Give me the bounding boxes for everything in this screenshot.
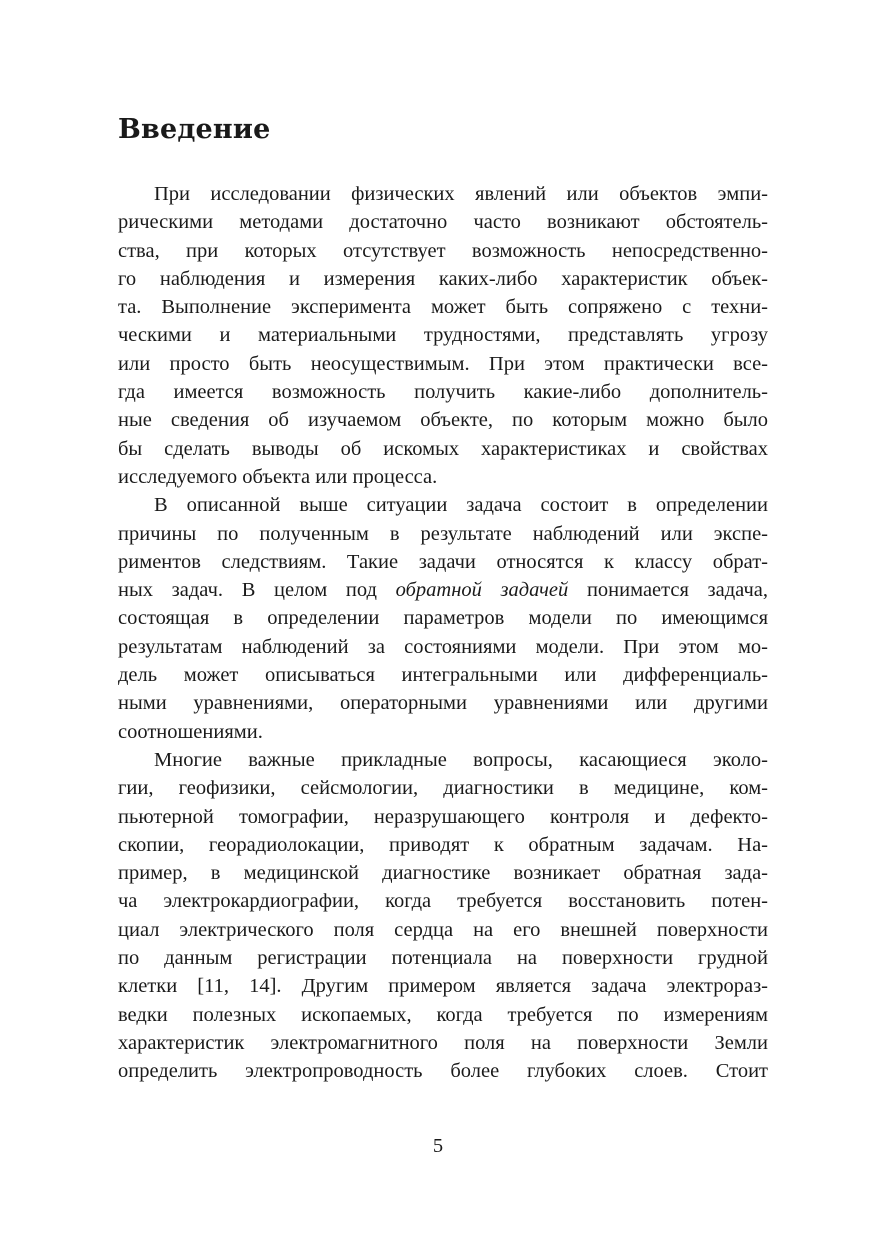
text-line: дель может описываться интегральными или дифференциаль- — [118, 664, 768, 687]
text-line: пример, в медицинской диагностике возникает обратная зада- — [118, 862, 768, 885]
text-line: характеристик электромагнитного поля на поверхности Земли — [118, 1031, 768, 1054]
text-line: клетки [11, 14]. Другим примером является задача электрораз- — [118, 975, 768, 998]
paragraph-2 — [118, 491, 768, 746]
text-line: ства, при которых отсутствует возможность непосредственно- — [118, 239, 768, 262]
section-heading: Введение — [118, 114, 271, 145]
text-line: го наблюдения и измерения каких-либо характеристик объек- — [118, 267, 768, 290]
text-line: пьютерной томографии, неразрушающего контроля и дефекто- — [118, 805, 768, 828]
text-line-with-emphasis — [118, 576, 768, 604]
text-line: В описанной выше ситуации задача состоит в определении — [154, 494, 768, 517]
text-line: циал электрического поля сердца на его внешней поверхности — [118, 918, 768, 941]
text-fragment: понимается задача, — [568, 579, 768, 602]
text-line: При исследовании физических явлений или объектов эмпи- — [154, 183, 768, 205]
text-line: скопии, георадиолокации, приводят к обратным задачам. На- — [118, 833, 768, 856]
text-line: ча электрокардиографии, когда требуется восстановить потен- — [118, 890, 768, 913]
text-line: гда имеется возможность получить какие-либо дополнитель- — [118, 381, 768, 404]
text-line: ведки полезных ископаемых, когда требуется по измерениям — [118, 1003, 768, 1026]
emphasized-term: обратной задачей — [395, 579, 569, 602]
text-line: состоящая в определении параметров модели по имеющимся — [118, 607, 768, 630]
text-line: Многие важные прикладные вопросы, касающиеся эколо- — [154, 748, 768, 771]
text-line: риментов следствиям. Такие задачи относятся к классу обрат- — [118, 550, 768, 573]
text-line: гии, геофизики, сейсмологии, диагностики в медицине, ком- — [118, 777, 768, 800]
text-line: определить электропроводность более глубоких слоев. Стоит — [118, 1060, 768, 1083]
text-line: или просто быть неосуществимым. При этом практически все- — [118, 352, 768, 375]
text-line: бы сделать выводы об искомых характеристиках и свойствах — [118, 437, 768, 460]
text-line: исследуемого объекта или процесса. — [118, 465, 438, 488]
text-fragment: ных задач. В целом под — [118, 579, 396, 602]
text-line: та. Выполнение эксперимента может быть сопряжено с техни- — [118, 296, 768, 319]
text-line: ческими и материальными трудностями, представлять угрозу — [118, 324, 768, 347]
text-line: по данным регистрации потенциала на поверхности грудной — [118, 947, 768, 970]
text-line: соотношениями. — [118, 720, 263, 743]
page-number: 5 — [432, 1135, 444, 1157]
paragraph-1 — [118, 180, 768, 491]
text-line: причины по полученным в результате наблюдений или экспе- — [118, 522, 768, 545]
text-line: рическими методами достаточно часто возникают обстоятель- — [118, 211, 768, 234]
text-line: результатам наблюдений за состояниями модели. При этом мо- — [118, 635, 768, 658]
text-line: ные сведения об изучаемом объекте, по которым можно было — [118, 409, 768, 432]
paragraph-3 — [118, 746, 768, 1086]
text-line: ными уравнениями, операторными уравнениями или другими — [118, 692, 768, 715]
page-content — [118, 110, 768, 1086]
